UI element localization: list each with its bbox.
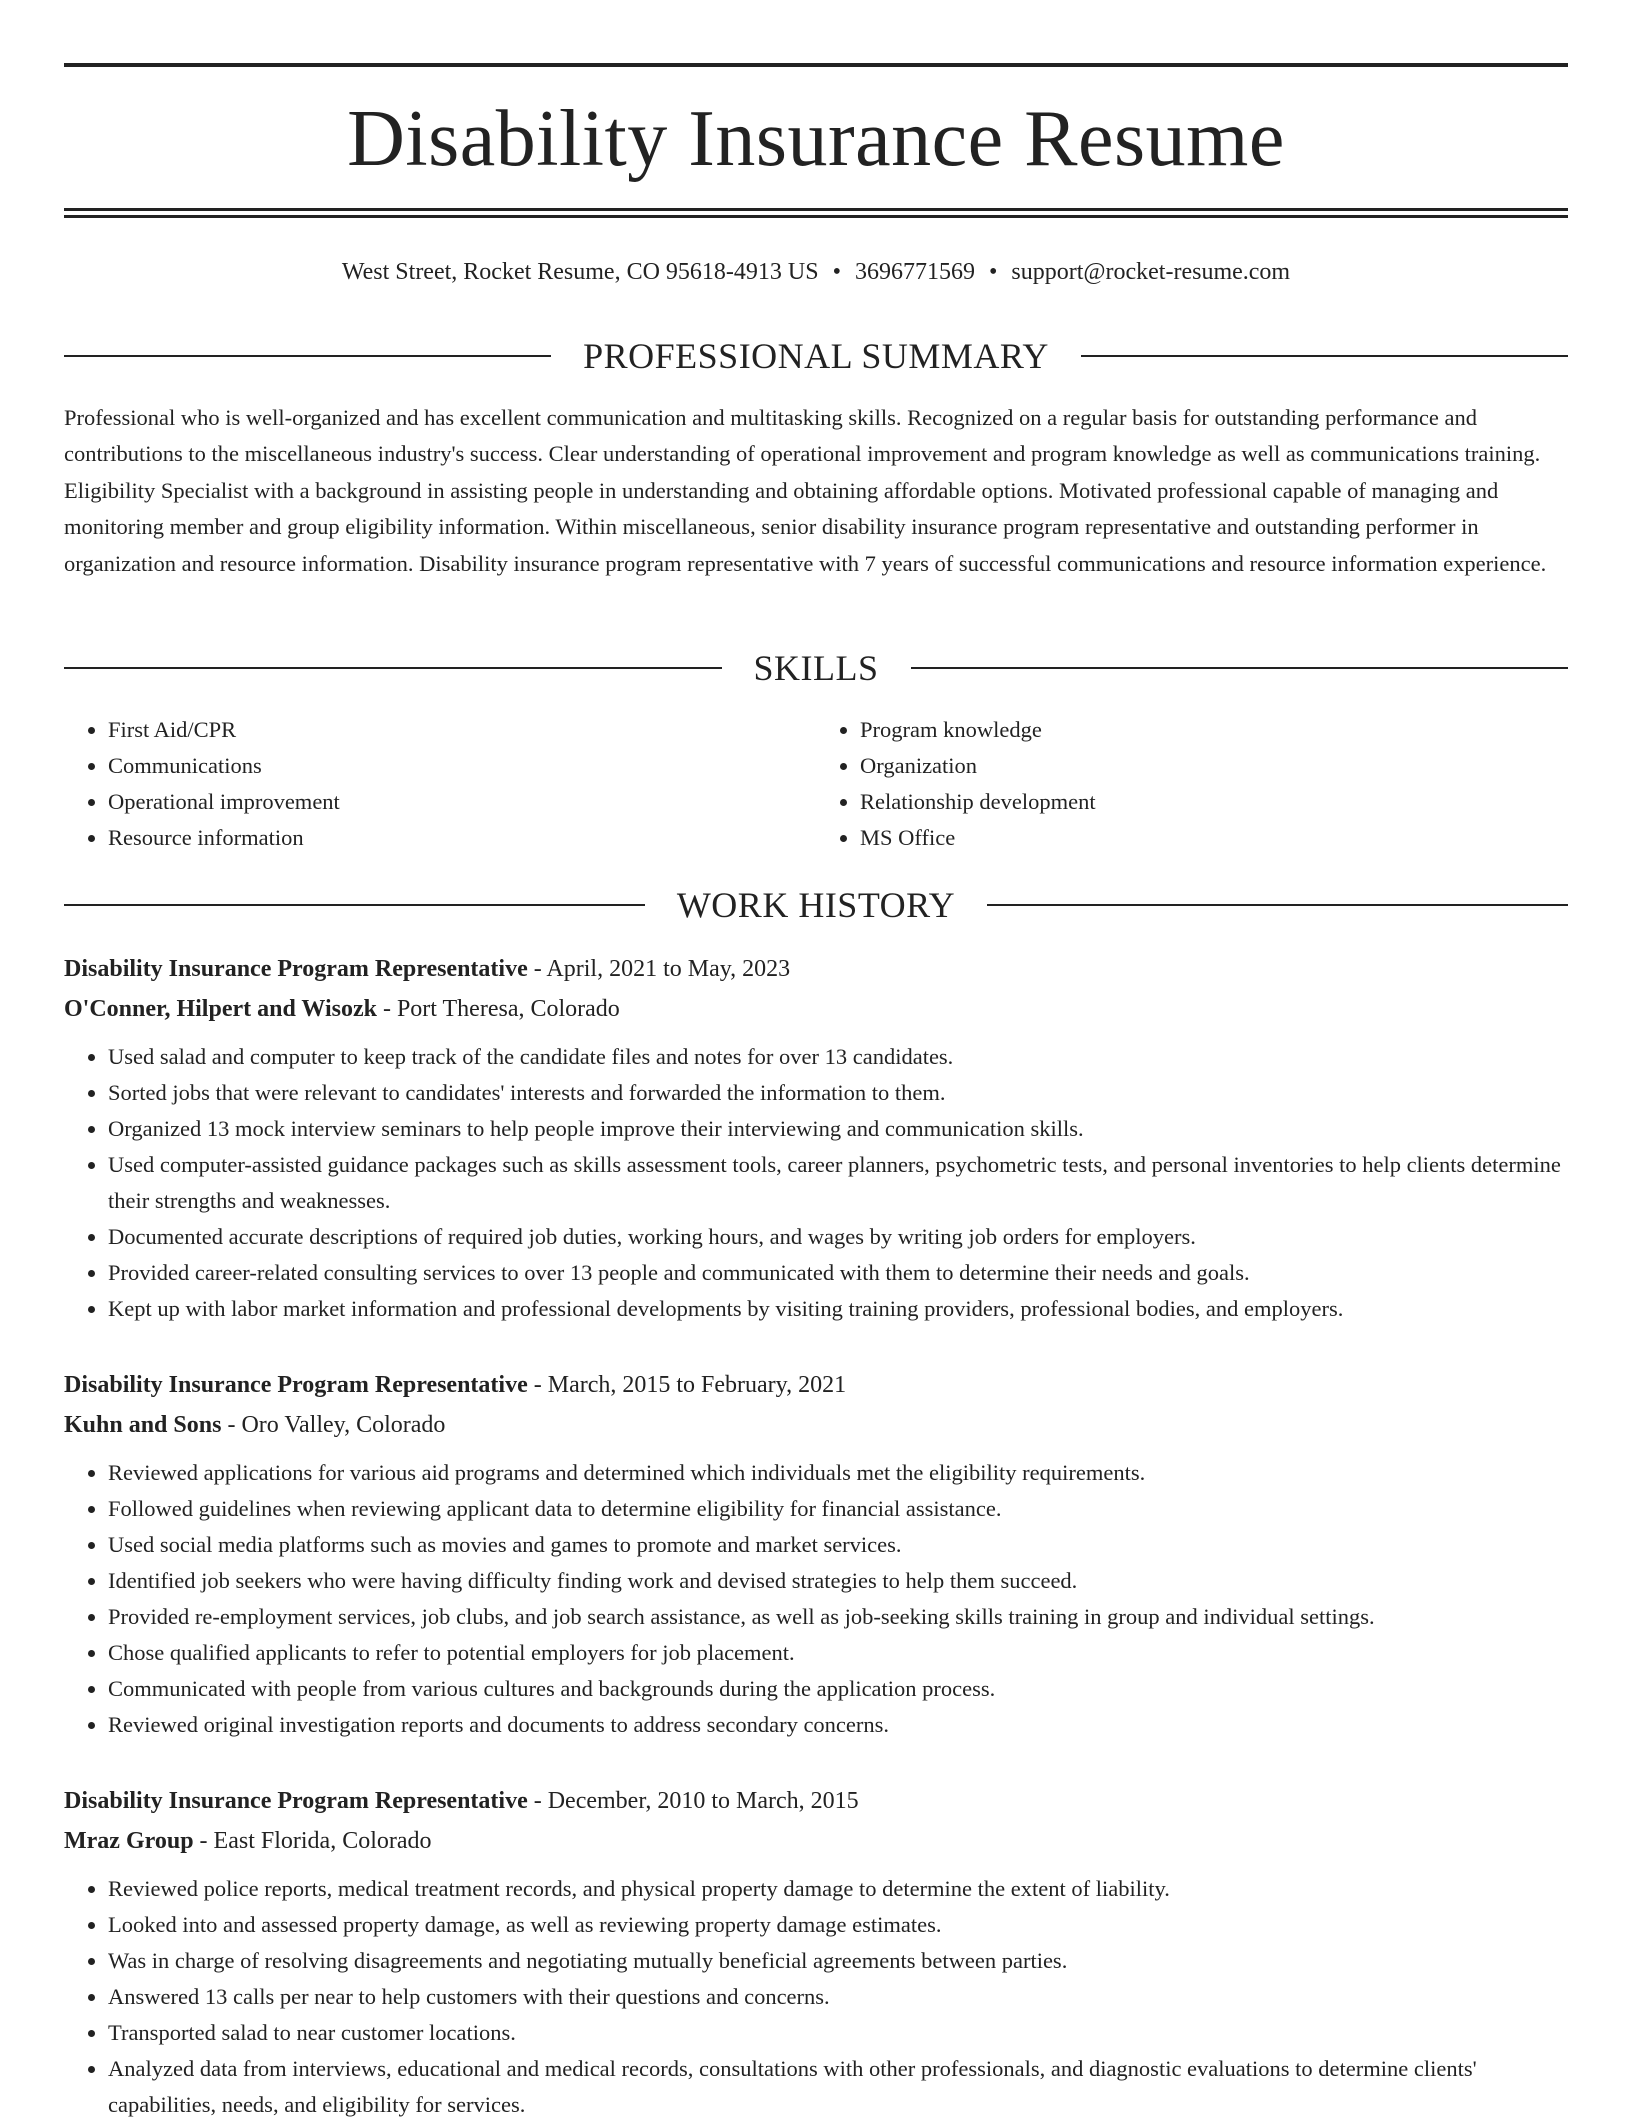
job-location: - East Florida, Colorado xyxy=(193,1828,432,1854)
job-bullets xyxy=(64,1039,1568,1327)
skill-item: • Operational improvement xyxy=(108,784,816,820)
job-title-line xyxy=(64,1365,1568,1405)
heading-rule-left xyxy=(64,667,722,669)
job-entry xyxy=(64,949,1568,1327)
job-bullet: • Reviewed police reports, medical treatment records, and physical property damage to determine the extent of liability. xyxy=(108,1871,1568,1907)
job-bullet: • Used salad and computer to keep track of the candidate files and notes for over 13 candidates. xyxy=(108,1039,1568,1075)
job-company-line xyxy=(64,989,1568,1029)
job-bullet: • Answered 13 calls per near to help customers with their questions and concerns. xyxy=(108,1979,1568,2015)
skill-item: • Program knowledge xyxy=(860,712,1568,748)
summary-heading xyxy=(64,335,1568,377)
skill-item: • Relationship development xyxy=(860,784,1568,820)
summary-paragraph: Professional who is well-organized and has excellent communication and multitasking skills. Recognized on a regular basis for outstanding performance and contributions to the miscellaneous industry's success. Clear understanding of operational improvement and program knowledge as well as communications training. Eligibility Specialist with a background in assisting people in understanding and obtaining affordable options. Motivated professional capable of managing and monitoring member and group eligibility information. Within miscellaneous, senior disability insurance program representative and outstanding performer in organization and resource information. Disability insurance program representative with 7 years of successful communications and resource information experience. xyxy=(64,405,1547,576)
job-dates: - April, 2021 to May, 2023 xyxy=(527,956,791,982)
header-top-rule xyxy=(64,63,1568,67)
job-entry xyxy=(64,1365,1568,1743)
job-bullet: • Documented accurate descriptions of required job duties, working hours, and wages by writing job orders for employers. xyxy=(108,1219,1568,1255)
skill-item: • MS Office xyxy=(860,820,1568,856)
job-company: Mraz Group xyxy=(64,1828,194,1854)
job-bullet: • Looked into and assessed property damage, as well as reviewing property damage estimates. xyxy=(108,1907,1568,1943)
heading-rule-left xyxy=(64,355,551,357)
contact-address: West Street, Rocket Resume, CO 95618-4913 US xyxy=(341,259,819,285)
work-history-heading-title: WORK HISTORY xyxy=(676,885,956,925)
job-company: O'Conner, Hilpert and Wisozk xyxy=(64,996,377,1022)
job-location: - Port Theresa, Colorado xyxy=(376,996,620,1022)
skill-item: • Communications xyxy=(108,748,816,784)
job-bullets xyxy=(64,1871,1568,2123)
heading-rule-left xyxy=(64,904,645,906)
job-location: - Oro Valley, Colorado xyxy=(221,1412,446,1438)
header-double-rule-lower xyxy=(64,215,1568,218)
job-bullet: • Sorted jobs that were relevant to candidates' interests and forwarded the information to them. xyxy=(108,1075,1568,1111)
job-bullet: • Reviewed original investigation reports and documents to address secondary concerns. xyxy=(108,1707,1568,1743)
job-company-line xyxy=(64,1405,1568,1445)
job-bullet: • Analyzed data from interviews, educational and medical records, consultations with other professionals, and diagnostic evaluations to determine clients' capabilities, needs, and eligibility for services. xyxy=(108,2051,1568,2123)
skills-list xyxy=(64,712,1568,856)
heading-rule-right xyxy=(1081,355,1568,357)
skill-item: • First Aid/CPR xyxy=(108,712,816,748)
job-company-line xyxy=(64,1821,1568,1861)
skills-heading xyxy=(64,647,1568,689)
job-bullet: • Transported salad to near customer locations. xyxy=(108,2015,1568,2051)
heading-rule-right xyxy=(987,904,1568,906)
job-title: Disability Insurance Program Representative xyxy=(64,956,528,982)
header-double-rule-upper xyxy=(64,208,1568,211)
skill-item: • Resource information xyxy=(108,820,816,856)
job-entry xyxy=(64,1781,1568,2123)
job-title: Disability Insurance Program Representative xyxy=(64,1788,528,1814)
job-bullet: • Communicated with people from various cultures and backgrounds during the application process. xyxy=(108,1671,1568,1707)
job-title: Disability Insurance Program Representative xyxy=(64,1372,528,1398)
skills-heading-title: SKILLS xyxy=(753,648,879,688)
skills-column-left xyxy=(64,712,816,856)
work-history-heading xyxy=(64,884,1568,926)
contact-line xyxy=(64,254,1568,290)
skill-item: • Organization xyxy=(860,748,1568,784)
job-dates: - December, 2010 to March, 2015 xyxy=(527,1788,859,1814)
job-company: Kuhn and Sons xyxy=(64,1412,222,1438)
skills-column-right xyxy=(816,712,1568,856)
job-bullet: • Kept up with labor market information and professional developments by visiting training providers, professional bodies, and employers. xyxy=(108,1291,1568,1327)
contact-separator: • xyxy=(989,259,998,285)
job-bullet: • Provided career-related consulting services to over 13 people and communicated with them to determine their needs and goals. xyxy=(108,1255,1568,1291)
job-bullet: • Followed guidelines when reviewing applicant data to determine eligibility for financial assistance. xyxy=(108,1491,1568,1527)
job-bullet: • Organized 13 mock interview seminars to help people improve their interviewing and communication skills. xyxy=(108,1111,1568,1147)
heading-rule-right xyxy=(911,667,1569,669)
job-bullets xyxy=(64,1455,1568,1743)
contact-email: support@rocket-resume.com xyxy=(1011,259,1291,285)
job-bullet: • Chose qualified applicants to refer to potential employers for job placement. xyxy=(108,1635,1568,1671)
job-bullet: • Used computer-assisted guidance packages such as skills assessment tools, career planners, psychometric tests, and personal inventories to help clients determine their strengths and weaknesses. xyxy=(108,1147,1568,1219)
job-title-line xyxy=(64,949,1568,989)
job-dates: - March, 2015 to February, 2021 xyxy=(527,1372,847,1398)
job-title-line xyxy=(64,1781,1568,1821)
contact-separator: • xyxy=(832,259,841,285)
job-bullet: • Reviewed applications for various aid programs and determined which individuals met the eligibility requirements. xyxy=(108,1455,1568,1491)
resume-title: Disability Insurance Resume xyxy=(347,95,1285,183)
contact-phone: 3696771569 xyxy=(855,259,975,285)
job-bullet: • Was in charge of resolving disagreements and negotiating mutually beneficial agreements between parties. xyxy=(108,1943,1568,1979)
summary-heading-title: PROFESSIONAL SUMMARY xyxy=(583,336,1049,376)
job-bullet: • Used social media platforms such as movies and games to promote and market services. xyxy=(108,1527,1568,1563)
job-bullet: • Identified job seekers who were having difficulty finding work and devised strategies to help them succeed. xyxy=(108,1563,1568,1599)
job-bullet: • Provided re-employment services, job clubs, and job search assistance, as well as job-seeking skills training in group and individual settings. xyxy=(108,1599,1568,1635)
